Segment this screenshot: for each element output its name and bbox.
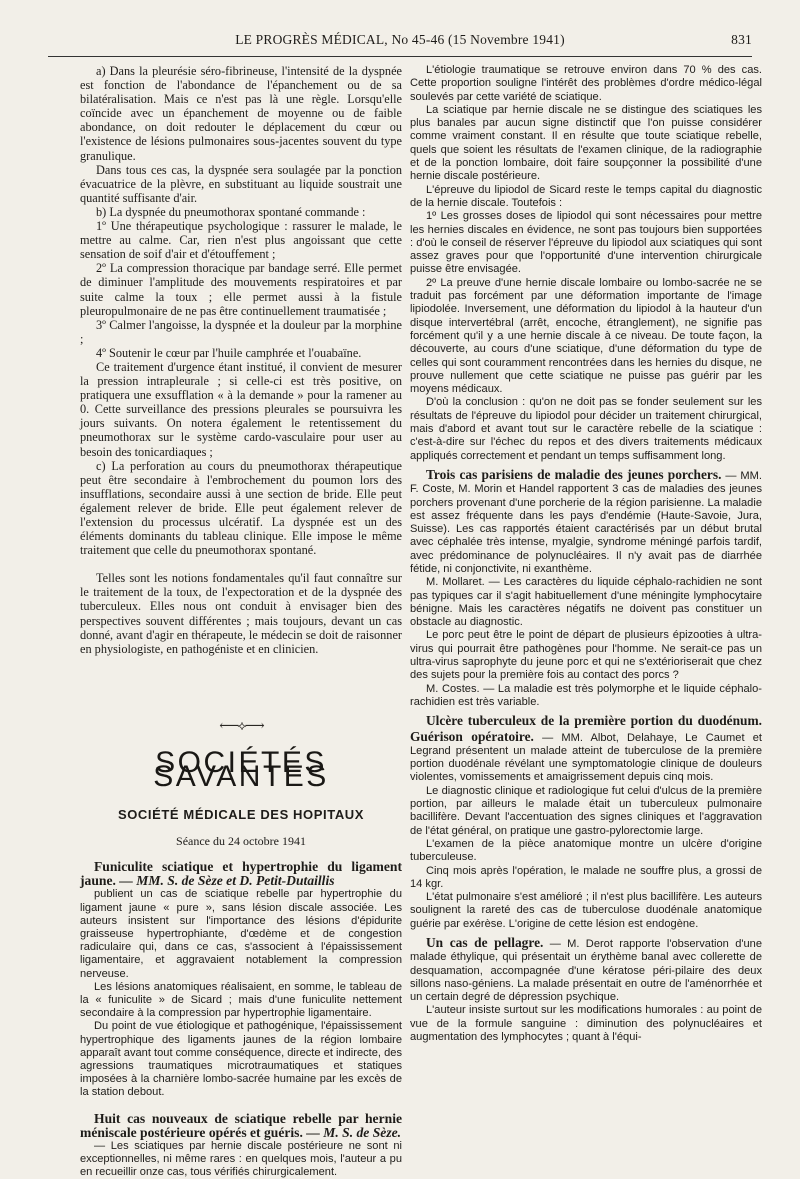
paragraph: Le diagnostic clinique et radiologique fut celui d'ulcus de la première portion, par ailleurs le malade était un tuberculeux pulmonaire bacillifère. Devant l'accentuation des signes cliniques et l'aggravation de l'état général, on pratique une gastro-pylorectomie large. xyxy=(410,784,762,837)
article xyxy=(410,714,762,931)
societies-title: SOCIÉTÉS SAVANTES xyxy=(153,745,329,794)
article-title: Trois cas parisiens de maladie des jeunes porchers. xyxy=(426,466,722,482)
paragraph: Ce traitement d'urgence étant institué, il convient de mesurer la pression intrapleurale ; si celle-ci est très positive, on pratiquera une exsufflation « à la demande » pour la ramener au 0. Cette surveillance des pressions pleurales se poursuivra les jours suivants. On notera également le retentissement du pneumothorax sur le système cardo-vasculaire pour user au besoin des tonicardiaques ; xyxy=(80,359,402,459)
right-column xyxy=(410,64,762,1044)
article xyxy=(410,936,762,1044)
article-title: Huit cas nouveaux de sciatique rebelle par hernie méniscale postérieure opérés et guéris. xyxy=(80,1110,402,1140)
paragraph: L'épreuve du lipiodol de Sicard reste le temps capital du diagnostic de la hernie discale. Toutefois : xyxy=(410,183,762,209)
article-heading xyxy=(80,1112,402,1140)
paragraph: — Les sciatiques par hernie discale postérieure ne sont ni exceptionnelles, ni même rares : en quelques mois, l'auteur a pu en recueillir onze cas, tous vérifiés chirurgicalement. xyxy=(80,1139,402,1178)
paragraph: Du point de vue étiologique et pathogénique, l'épaississement hypertrophique des ligaments jaunes de la région lombaire apparaît avant tout comme conséquence, directe et indirecte, des agressions traumatiques microtraumatiques et statiques imposées à la charnière lombo-sacrée humaine par les excès de la station debout. xyxy=(80,1020,402,1099)
article-lead xyxy=(410,936,762,1004)
left-column xyxy=(80,64,402,1179)
paragraph: Les lésions anatomiques réalisaient, en somme, le tableau de la « funiculite » de Sicard ; mais d'une funiculite nettement secondaire à la compression par hypertrophie ligamentaire. xyxy=(80,980,402,1020)
page-number: 831 xyxy=(731,32,752,47)
paragraph: M. Mollaret. — Les caractères du liquide céphalo-rachidien ne sont pas typiques car il s'agit habituellement d'une méningite lymphocytaire bénigne. Mais les caractères négatifs ne doivent pas constituer un obstacle au diagnostic. xyxy=(410,576,762,629)
paragraph: Le porc peut être le point de départ de plusieurs épizooties à ultra-virus qui pourrait être pathogènes pour l'homme. Ne serait-ce pas un ultra-virus saprophyte du jeune porc et qui ne s'extérioriserait que chez des sujets pour la première fois au contact des porcs ? xyxy=(410,629,762,682)
article xyxy=(410,468,762,709)
paragraph: 2º La preuve d'une hernie discale lombaire ou lombo-sacrée ne se traduit pas forcément par une déformation importante de l'image lipiodolée. Inversement, une déformation du lipiodol à la hauteur d'un disque intervertébral (arrêt, encoche, étranglement), ne signifie pas forcément qu'il y a une hernie discale à ce niveau. De toute façon, la découverte, au cours d'une sciatique, d'une déformation du type de celles qui sont couramment rencontrées dans les hernies du disque, ne prouve nullement que cette sciatique ne puisse pas guérir par les moyens médicaux. xyxy=(410,276,762,396)
article-title: Un cas de pellagre. xyxy=(426,935,544,950)
paragraph: Dans tous ces cas, la dyspnée sera soulagée par la ponction évacuatrice de la plèvre, en substituant au liquide soustrait une quantité suffisante d'air. xyxy=(80,162,402,205)
paragraph: La sciatique par hernie discale ne se distingue des sciatiques les plus banales par aucun signe distinctif que l'on puisse considérer comme vraiment constant. Il en résulte que toute sciatique rebelle, quels que soient les résultats de l'examen clinique, de la radiographie et de la ponction lombaire, doit faire soupçonner la possibilité d'une hernie discale postérieure. xyxy=(410,103,762,183)
article-lead xyxy=(410,714,762,784)
paragraph: M. Costes. — La maladie est très polymorphe et le liquide céphalo-rachidien est très variable. xyxy=(410,682,762,708)
paragraph: publient un cas de sciatique rebelle par hypertrophie du ligament jaune « pure », sans lésion discale associée. Les auteurs insistent sur l'importance des lésions d'épidurite graisseuse hypertrophiante, d'œdème et de congestion radiculaire qui, dans ce cas, s'associent à l'épaississement ligamentaire, et aggravaient notablement la compression nerveuse. xyxy=(80,888,402,980)
paragraph: b) La dyspnée du pneumothorax spontané commande : xyxy=(96,204,366,219)
article-lead-text: — M. Derot rapporte l'observation d'une malade éthylique, qui présentait un érythème banal avec collerette de desquamation, accompagnée d'une kératose péri-pilaire des deux sillons naso-géniens. La malade présentait en outre de l'aménorrhée et un certain degré de dépression psychique. xyxy=(410,938,762,1004)
article-lead xyxy=(410,468,762,576)
society-articles xyxy=(80,860,402,1179)
paragraph: D'où la conclusion : qu'on ne doit pas se fonder seulement sur les résultats de l'épreuve du lipiodol pour décider un traitement chirurgical, mais d'abord et avant tout sur le caractère rebelle de la sciatique : c'est-à-dire sur l'échec du repos et des divers traitements médicaux appliqués correctement et pendant un temps suffisamment long. xyxy=(410,396,762,462)
paragraph: L'état pulmonaire s'est amélioré ; il n'est plus bacillifère. Les auteurs soulignent la rareté des cas de tuberculose duodénale anatomique guérie par exérèse. L'origine de cette lésion est endogène. xyxy=(410,891,762,930)
paragraph: Telles sont les notions fondamentales qu'il faut connaître sur le traitement de la toux, de l'expectoration et de la dyspnée des tuberculeux. Elles nous ont conduit à envisager bien des perspectives souvent différentes ; mais toujours, devant un cas donné, avant d'agir en thérapeute, le médecin se doit de raisonner en physiologiste, en pathogéniste et en clinicien. xyxy=(80,571,402,656)
running-header xyxy=(48,32,752,52)
article-authors: — MM. S. de Sèze et D. Petit-Dutaillis xyxy=(119,873,335,889)
header-rule xyxy=(48,56,752,57)
section-ornament: ⟵⟡⟶ xyxy=(219,718,263,734)
article-title: Ulcère tuberculeux de la première portion du duodénum. Guérison opératoire. xyxy=(410,713,762,744)
paragraph: Cinq mois après l'opération, le malade ne souffre plus, a grossi de 14 kgr. xyxy=(410,864,762,890)
article-lead-text: — MM. Albot, Delahaye, Le Caumet et Legrand présentent un malade atteint de tuberculose de la première portion duodénale révélant une symptomatologie clinique de douleurs violentes, vomissements et amaigrissement depuis cinq mois. xyxy=(410,731,762,784)
paragraph: L'auteur insiste surtout sur les modifications humorales : au point de vue de la formule sanguine : diminution des polynucléaires et augmentation des lymphocytes ; quant à l'équi- xyxy=(410,1004,762,1044)
paragraph: 2º La compression thoracique par bandage serré. Elle permet de diminuer l'amplitude des mouvements respiratoires et par suite calme la toux ; elle permet aussi à la fistule pleuropulmonaire de ne pas être continuellement traumatisée ; xyxy=(80,261,402,318)
paragraph: c) La perforation au cours du pneumothorax thérapeutique peut être secondaire à l'embrochement du poumon lors des insufflations, secondaire aussi à une section de bride. Elle peut également relever de bride. Elle peut également relever de l'extension du processus ulcératif. La dyspnée est un des éléments dominants du tableau clinique. Elle impose le même traitement que celle du pneumothorax spontané. xyxy=(80,458,402,558)
paragraph: 3º Calmer l'angoisse, la dyspnée et la douleur par la morphine ; xyxy=(80,317,402,346)
article-lead-text: — MM. F. Coste, M. Morin et Handel rapportent 3 cas de maladies des jeunes porchers provenant d'une porcherie de la région parisienne. La maladie est assez fréquente dans les pays d'endémie (Haute-Savoie, Jura, Suisse). Les cas rapportés étaient caractérisés par un début brutal avec céphalée très intense, myalgie, syndrome méningé parfois tardif, avec prédominance de polynucléaires. Il n'y avait pas de diarrhée fétide, ni conjonctivite, ni exanthème. xyxy=(410,469,762,575)
article-authors: — M. S. de Sèze. xyxy=(306,1124,402,1140)
paragraph: a) Dans la pleurésie séro-fibrineuse, l'intensité de la dyspnée est fonction de l'abondance de l'épanchement ou de sa bilatéralisation. Mais ce n'est pas là une règle. Lorsqu'elle coïncide avec un épanchement de moyenne ou de faible abondance, on doit redouter le déplacement du cœur ou l'existence de lésions pulmonaires sous-jacentes souvent du type granulique. xyxy=(80,64,402,163)
paragraph: L'examen de la pièce anatomique montre un ulcère d'origine tuberculeuse. xyxy=(410,837,762,864)
session-date: Séance du 24 octobre 1941 xyxy=(176,834,306,849)
paragraph: 1º Une thérapeutique psychologique : rassurer le malade, le mettre au calme. Car, rien n'est plus angoissant que cette sensation de soif d'air et d'étouffement ; xyxy=(80,219,402,262)
paragraph: 4º Soutenir le cœur par l'huile camphrée et l'ouabaïne. xyxy=(96,345,362,360)
article-title: Funiculite sciatique et hypertrophie du ligament jaune. xyxy=(80,859,402,889)
society-name: SOCIÉTÉ MÉDICALE DES HOPITAUX xyxy=(117,807,365,823)
paragraph: L'étiologie traumatique se retrouve environ dans 70 % des cas. Cette proportion souligne l'intérêt des problèmes d'ordre médico-légal soulevés par cette variété de sciatique. xyxy=(410,64,762,103)
article-heading xyxy=(80,860,402,888)
journal-title: LE PROGRÈS MÉDICAL, No 45-46 (15 Novembre 1941) xyxy=(235,32,565,47)
paragraph: 1º Les grosses doses de lipiodol qui sont nécessaires pour mettre les hernies discales en évidence, ne sont pas toujours bien supportées : d'où le conseil de réserver l'épreuve du lipiodol aux sciatiques qui sont assez graves pour que l'opportunité d'une intervention chirurgicale puisse être envisagée. xyxy=(410,210,762,276)
